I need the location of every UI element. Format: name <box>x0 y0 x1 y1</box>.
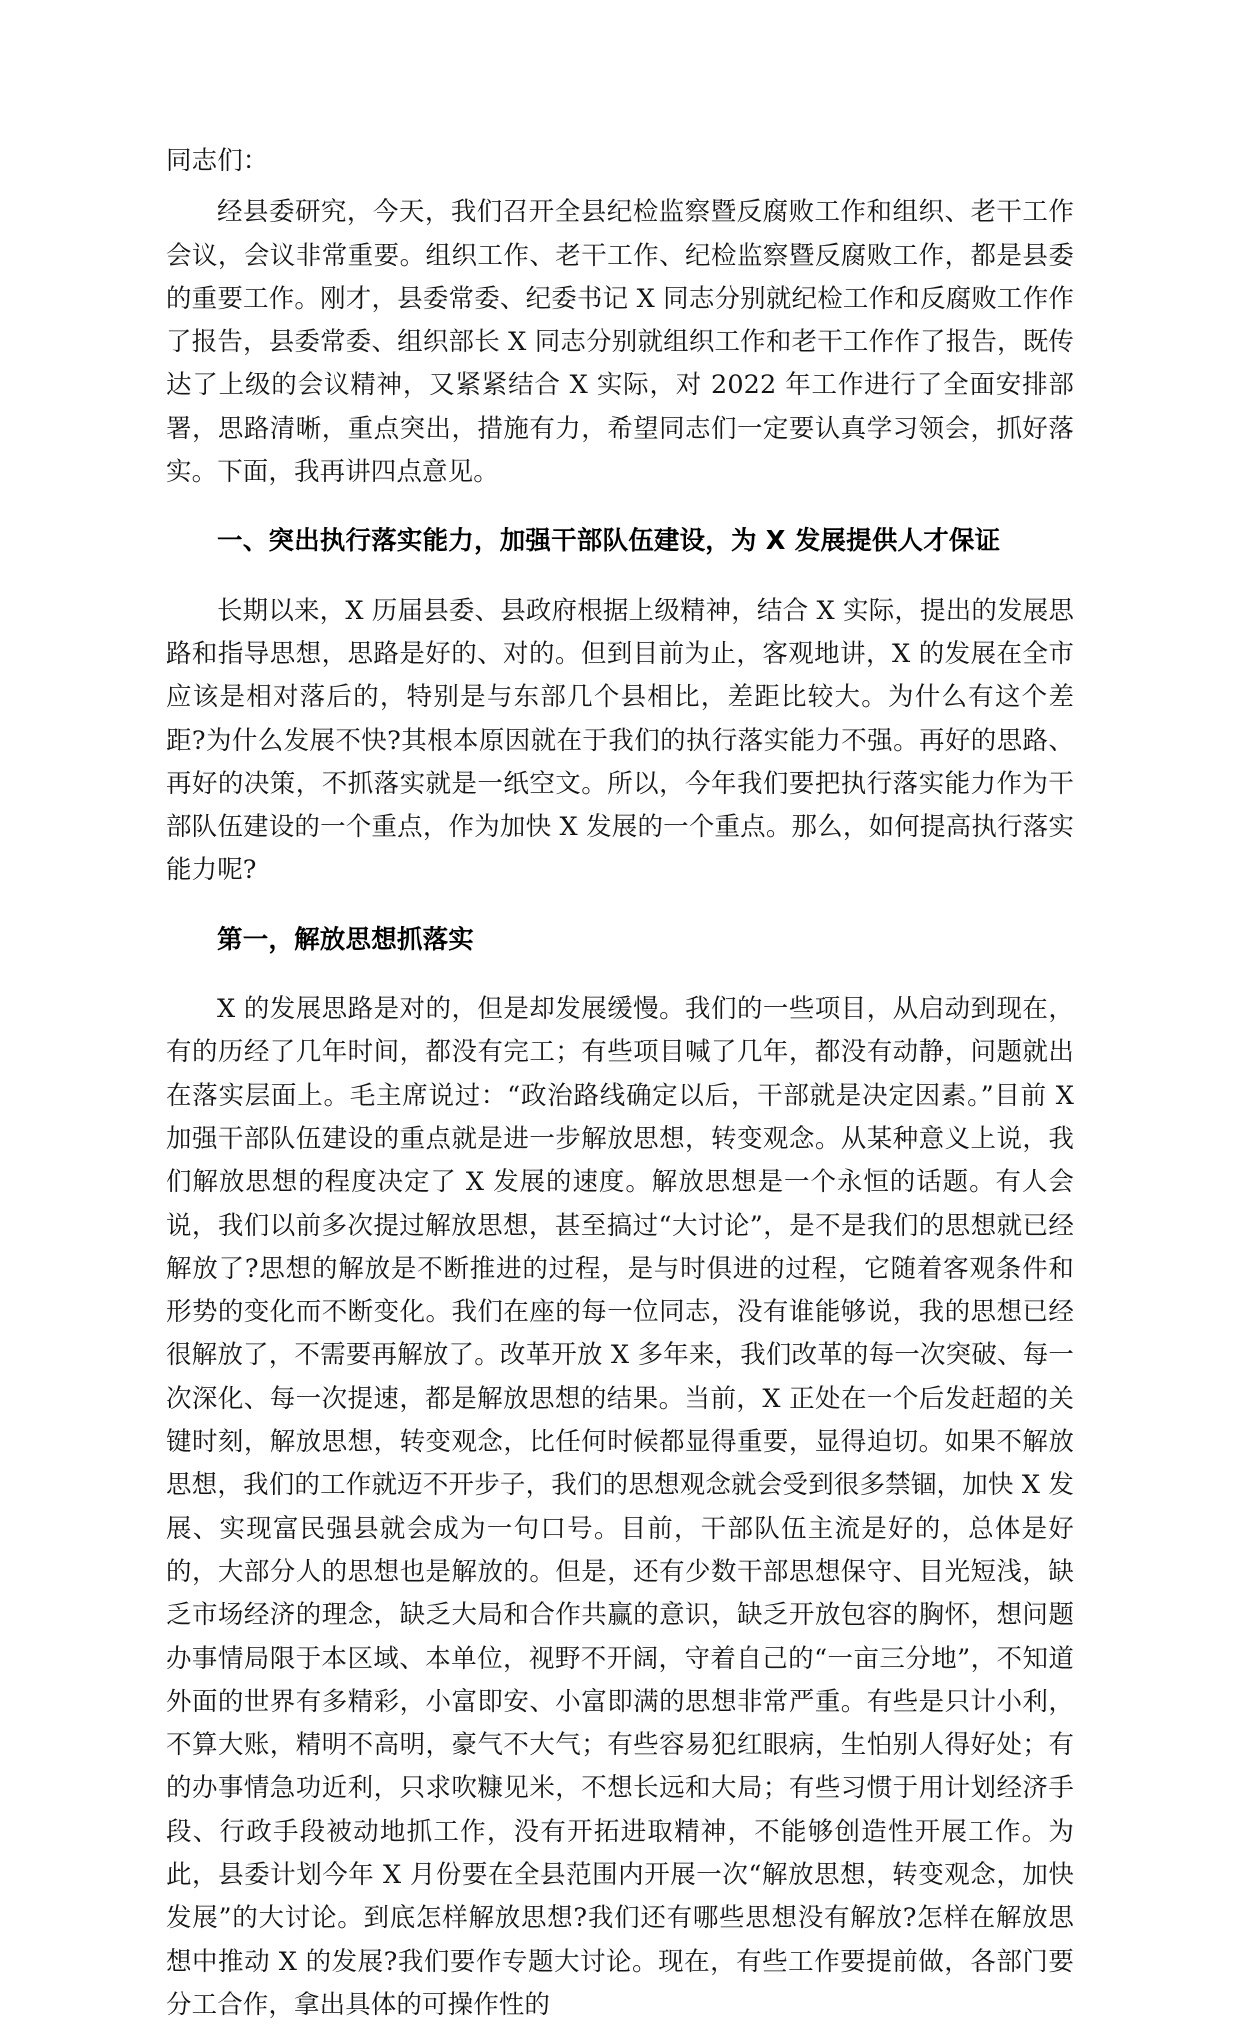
paragraph-subsection-first-body: X 的发展思路是对的，但是却发展缓慢。我们的一些项目，从启动到现在，有的历经了几年时间，都没有完工；有些项目喊了几年，都没有动静，问题就出在落实层面上。毛主席说过：“政治路线确定以后，干部就是决定因素。”目前 X 加强干部队伍建设的重点就是进一步解放思想，转变观念。从某种意义上说，我们解放思想的程度决定了 X 发展的速度。解放思想是一个永恒的话题。有人会说，我们以前多次提过解放思想，甚至搞过“大讨论”，是不是我们的思想就已经解放了?思想的解放是不断推进的过程，是与时俱进的过程，它随着客观条件和形势的变化而不断变化。我们在座的每一位同志，没有谁能够说，我的思想已经很解放了，不需要再解放了。改革开放 X 多年来，我们改革的每一次突破、每一次深化、每一次提速，都是解放思想的结果。当前，X 正处在一个后发赶超的关键时刻，解放思想，转变观念，比任何时候都显得重要，显得迫切。如果不解放思想，我们的工作就迈不开步子，我们的思想观念就会受到很多禁锢，加快 X 发展、实现富民强县就会成为一句口号。目前，干部队伍主流是好的，总体是好的，大部分人的思想也是解放的。但是，还有少数干部思想保守、目光短浅，缺乏市场经济的理念，缺乏大局和合作共赢的意识，缺乏开放包容的胸怀，想问题办事情局限于本区域、本单位，视野不开阔，守着自己的“一亩三分地”，不知道外面的世界有多精彩，小富即安、小富即满的思想非常严重。有些是只计小利，不算大账，精明不高明，豪气不大气；有些容易犯红眼病，生怕别人得好处；有的办事情急功近利，只求吹糠见米，不想长远和大局；有些习惯于用计划经济手段、行政手段被动地抓工作，没有开拓进取精神，不能够创造性开展工作。为此，县委计划今年 X 月份要在全县范围内开展一次“解放思想，转变观念，加快发展”的大讨论。到底怎样解放思想?我们还有哪些思想没有解放?怎样在解放思想中推动 X 的发展?我们要作专题大讨论。现在，有些工作要提前做，各部门要分工合作，拿出具体的可操作性的 <box>166 994 1074 2020</box>
salutation-line: 同志们： <box>166 146 269 176</box>
paragraph-gap <box>166 494 1074 520</box>
paragraph-gap-two <box>166 893 1074 919</box>
document-body <box>166 140 1074 2027</box>
paragraph-opening: 经县委研究，今天，我们召开全县纪检监察暨反腐败工作和组织、老干工作会议，会议非常重要。组织工作、老干工作、纪检监察暨反腐败工作，都是县委的重要工作。刚才，县委常委、纪委书记 X 同志分别就纪检工作和反腐败工作作了报告，县委常委、组织部长 X 同志分别就组织工作和老干工作作了报告，既传达了上级的会议精神，又紧紧结合 X 实际，对 2022 年工作进行了全面安排部署，思路清晰，重点突出，措施有力，希望同志们一定要认真学习领会，抓好落实。下面，我再讲四点意见。 <box>166 197 1074 488</box>
subheading-gap <box>166 962 1074 988</box>
section-heading-one: 一、突出执行落实能力，加强干部队伍建设，为 X 发展提供人才保证 <box>217 526 1001 557</box>
heading-gap <box>166 564 1074 590</box>
paragraph-section-one-body: 长期以来，X 历届县委、县政府根据上级精神，结合 X 实际，提出的发展思路和指导思想，思路是好的、对的。但到目前为止，客观地讲，X 的发展在全市应该是相对落后的，特别是与东部几个县相比，差距比较大。为什么有这个差距?为什么发展不快?其根本原因就在于我们的执行落实能力不强。再好的思路、再好的决策，不抓落实就是一纸空文。所以，今年我们要把执行落实能力作为干部队伍建设的一个重点，作为加快 X 发展的一个重点。那么，如何提高执行落实能力呢? <box>166 595 1074 886</box>
subsection-heading-first: 第一，解放思想抓落实 <box>217 924 475 955</box>
